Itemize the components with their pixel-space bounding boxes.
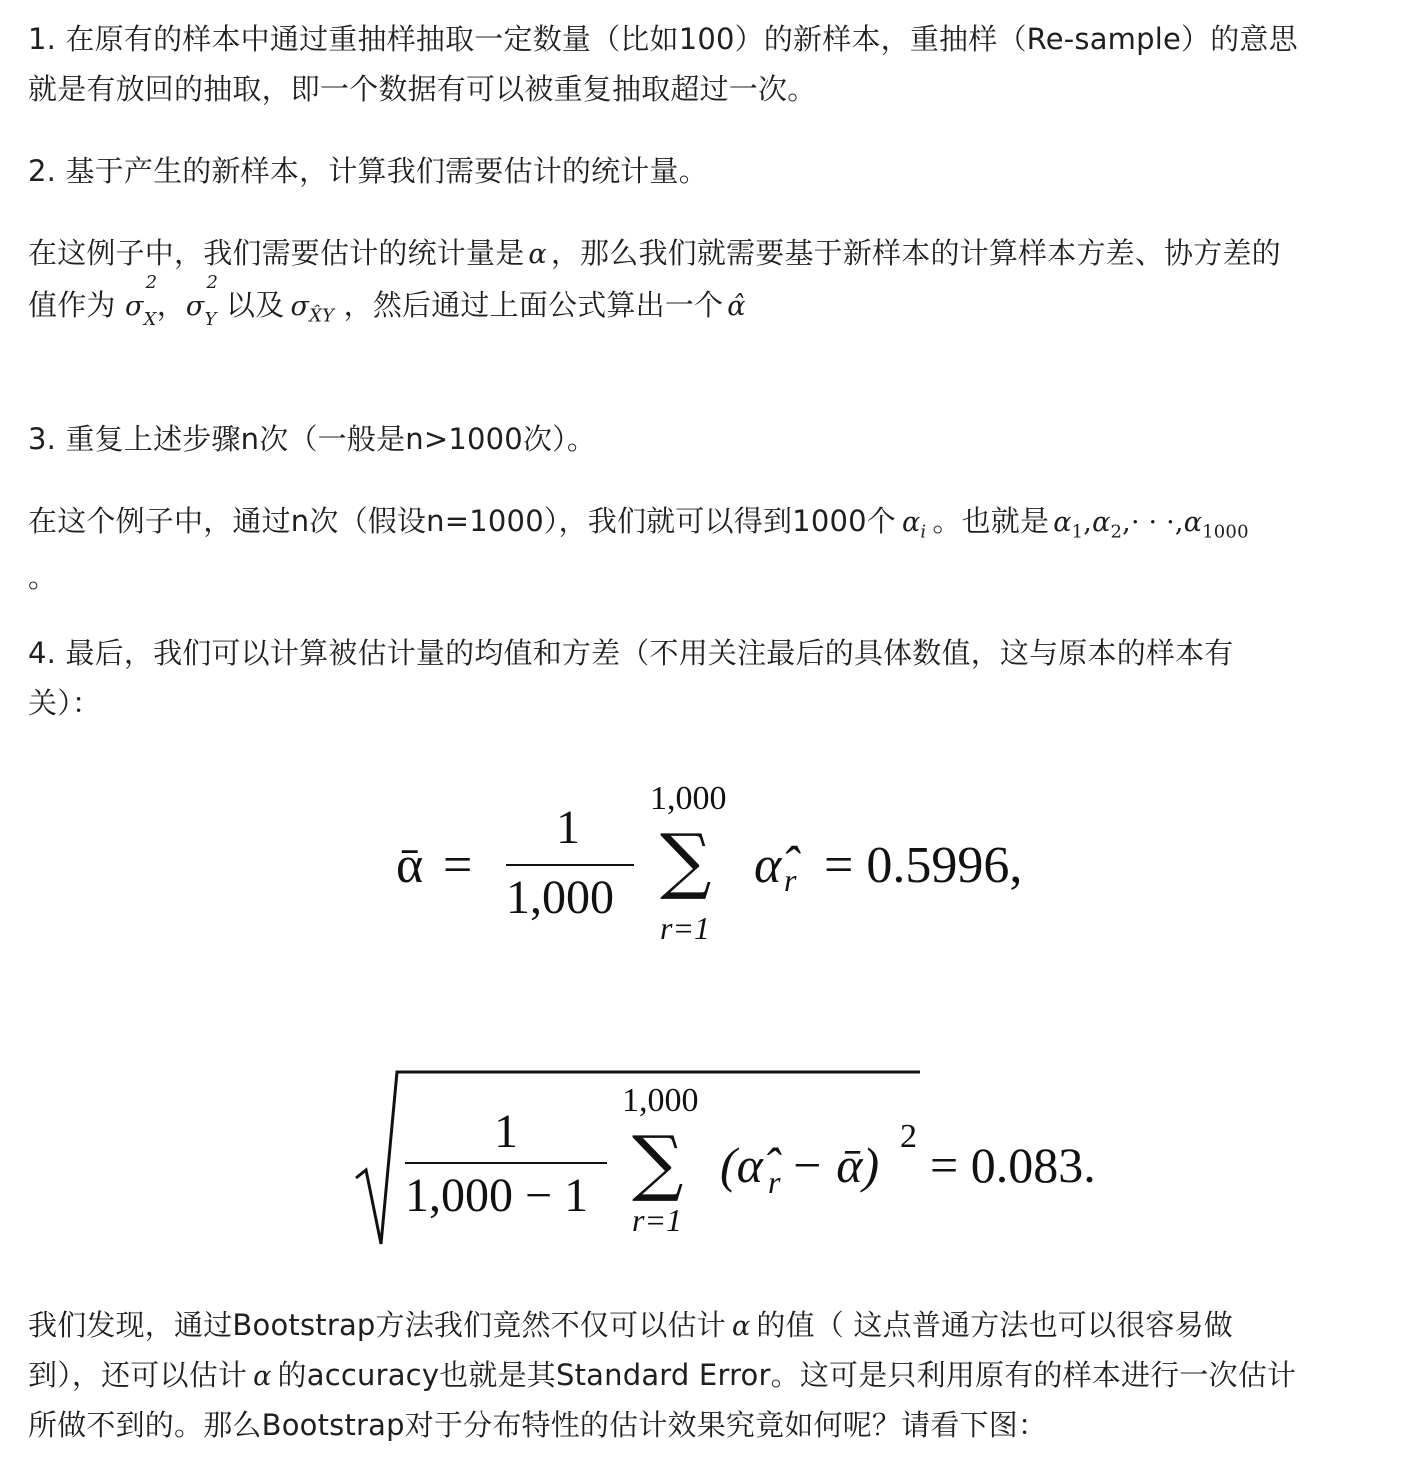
formula-mean-fraction-bar: [506, 864, 634, 866]
example1-text-b: ，那么我们就需要基于新样本的计算样本方差、协方差的: [550, 236, 1281, 270]
example1-text-c: 值作为: [28, 288, 116, 323]
formula-mean-term-sub: r: [784, 862, 797, 898]
conclusion-text-c: 到），还可以估计: [28, 1358, 248, 1392]
formula-mean-eq: =: [443, 837, 473, 894]
conclusion-text-a: 我们发现，通过Bootstrap方法我们竟然不仅可以估计: [28, 1308, 726, 1342]
sigma-y-hat-squared: σ 2 $_Y$: [185, 272, 219, 331]
example1-text-e: ，然后通过上面公式算出一个: [343, 288, 724, 323]
example1-sep: ，: [156, 288, 186, 323]
formula-mean-result: = 0.5996,: [824, 837, 1023, 894]
step1-line2: 就是有放回的抽取，即一个数据有可以被重复抽取超过一次。: [28, 72, 817, 106]
conclusion-line2: [28, 1356, 1296, 1396]
step4-line1: 4. 最后，我们可以计算被估计量的均值和方差（不用关注最后的具体数值，这与原本的样本有: [28, 636, 1234, 670]
step1-line1: 1. 在原有的样本中通过重抽样抽取一定数量（比如100）的新样本，重抽样（Re-sample）的意思: [28, 22, 1298, 56]
formula-mean-denominator: 1,000: [506, 871, 614, 924]
formula-mean-sum-upper: 1,000: [650, 780, 727, 817]
formula-sd-term-open: (α̂: [720, 1137, 763, 1193]
example2-text-a: 在这个例子中，通过n次（假设n=1000），我们就可以得到1000个: [28, 504, 896, 538]
example1-text-d: 以及: [226, 288, 285, 323]
step3-line1: 3. 重复上述步骤n次（一般是n>1000次）。: [28, 422, 597, 456]
sigma-xy-hat: $\sigma_{X̂Y}$: [290, 291, 335, 327]
alpha-symbol-3: α: [253, 1361, 272, 1392]
formula-sd-fraction-bar: [405, 1162, 607, 1164]
formula-mean-sigma: ∑: [660, 818, 712, 902]
formula-sd-denominator: 1,000 − 1: [405, 1169, 589, 1222]
formula-mean-sum-lower: r=1: [660, 910, 711, 946]
formula-mean-term: α̂: [754, 837, 782, 894]
formula-sd-result: = 0.083.: [930, 1137, 1096, 1193]
example2-line1: [28, 502, 1249, 551]
example1-text-a: 在这例子中，我们需要估计的统计量是: [28, 236, 525, 270]
formula-sd-sum-upper: 1,000: [622, 1082, 699, 1119]
formula-sd-term-rest: − ᾱ): [790, 1137, 880, 1193]
formula-mean-numerator: 1: [556, 801, 580, 854]
alpha-i-symbol: $\alpha_i$: [901, 507, 927, 543]
formula-mean-lhs: ᾱ: [396, 837, 424, 894]
formula-sd-term-sub: r: [768, 1164, 781, 1200]
example2-line2: 。: [28, 560, 58, 594]
conclusion-text-d: 的accuracy也就是其Standard Error。这可是只利用原有的样本进行一次估计: [277, 1358, 1297, 1392]
sigma-x-hat-squared: σ 2 $_X$: [125, 272, 158, 331]
formula-sd-numerator: 1: [494, 1105, 518, 1158]
alpha-symbol: α: [528, 239, 547, 270]
step4-line2: 关）：: [28, 686, 102, 720]
conclusion-text-b: 的值（ 这点普通方法也可以很容易做: [756, 1308, 1233, 1342]
alpha-sequence: $\alpha_1,\alpha_2,\cdot \cdot \cdot,\alpha_{1000}$: [1053, 507, 1249, 543]
formula-sd-sigma: ∑: [632, 1120, 684, 1204]
conclusion-line1: [28, 1306, 1233, 1346]
alpha-hat-symbol: α̂: [727, 291, 746, 323]
example2-text-b: 。也就是: [932, 504, 1050, 538]
formula-sd-exponent: 2: [900, 1118, 917, 1155]
step2-line1: 2. 基于产生的新样本，计算我们需要估计的统计量。: [28, 154, 708, 188]
alpha-symbol-2: α: [731, 1311, 751, 1342]
conclusion-line3: 所做不到的。那么Bootstrap对于分布特性的估计效果究竟如何呢？请看下图：: [28, 1408, 1048, 1442]
example1-line2: [28, 272, 746, 336]
formula-sd-sum-lower: r=1: [632, 1202, 683, 1238]
